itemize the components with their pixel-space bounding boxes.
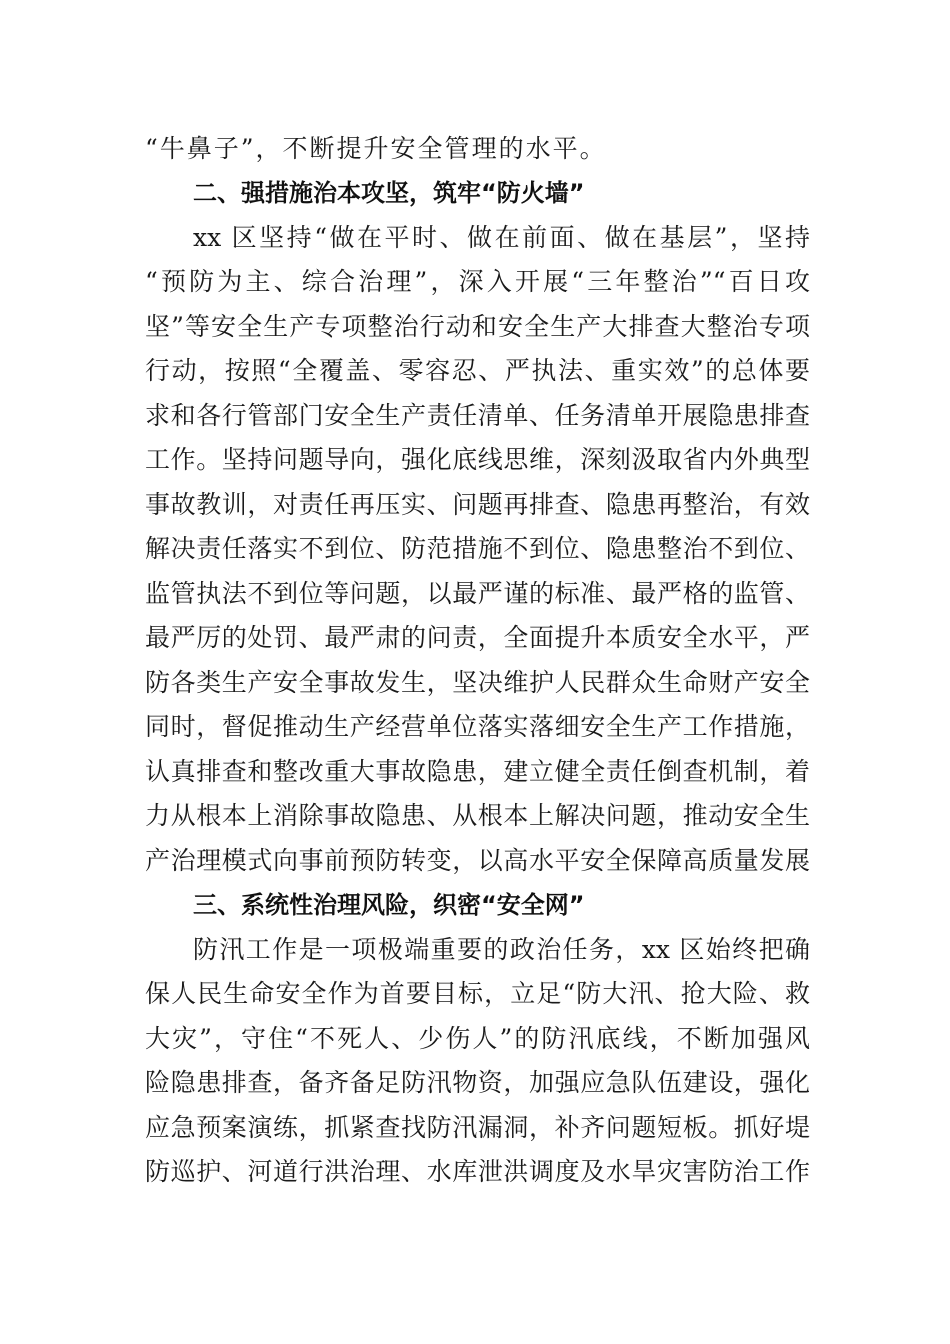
section-heading-3: 三、系统性治理风险，织密“安全网” [193, 891, 585, 919]
paragraph-line: 求和各行管部门安全生产责任清单、任务清单开展隐患排查 [145, 401, 810, 430]
paragraph-line: 大灾”，守住“不死人、少伤人”的防汛底线，不断加强风 [145, 1024, 810, 1053]
paragraph-line: xx 区坚持“做在平时、做在前面、做在基层”，坚持 [193, 223, 810, 252]
paragraph-line: “预防为主、综合治理”，深入开展“三年整治”“百日攻 [145, 267, 810, 296]
paragraph-line: 认真排查和整改重大事故隐患，建立健全责任倒查机制，着 [145, 757, 810, 786]
paragraph-line: 坚”等安全生产专项整治行动和安全生产大排查大整治专项 [145, 312, 810, 341]
paragraph-line: 工作。坚持问题导向，强化底线思维，深刻汲取省内外典型 [145, 445, 810, 474]
paragraph-line: 保人民生命安全作为首要目标，立足“防大汛、抢大险、救 [145, 979, 810, 1008]
paragraph-line: 同时，督促推动生产经营单位落实落细安全生产工作措施， [145, 712, 810, 741]
section-heading-2: 二、强措施治本攻坚，筑牢“防火墙” [193, 179, 585, 207]
paragraph-line: 防各类生产安全事故发生，坚决维护人民群众生命财产安全 [145, 668, 810, 697]
paragraph-line: 防汛工作是一项极端重要的政治任务，xx 区始终把确 [193, 935, 810, 964]
paragraph-line: “牛鼻子”，不断提升安全管理的水平。 [145, 134, 607, 163]
paragraph-line: 监管执法不到位等问题，以最严谨的标准、最严格的监管、 [145, 579, 810, 608]
paragraph-line: 应急预案演练，抓紧查找防汛漏洞，补齐问题短板。抓好堤 [145, 1113, 810, 1142]
paragraph-line: 最严厉的处罚、最严肃的问责，全面提升本质安全水平，严 [145, 623, 810, 652]
paragraph-line: 产治理模式向事前预防转变，以高水平安全保障高质量发展 [145, 846, 810, 875]
paragraph-line: 行动，按照“全覆盖、零容忍、严执法、重实效”的总体要 [145, 356, 810, 385]
paragraph-line: 力从根本上消除事故隐患、从根本上解决问题，推动安全生 [145, 801, 810, 830]
paragraph-line: 险隐患排查，备齐备足防汛物资，加强应急队伍建设，强化 [145, 1068, 810, 1097]
paragraph-line: 防巡护、河道行洪治理、水库泄洪调度及水旱灾害防治工作 [145, 1157, 810, 1186]
paragraph-line: 事故教训，对责任再压实、问题再排查、隐患再整治，有效 [145, 490, 810, 519]
paragraph-line: 解决责任落实不到位、防范措施不到位、隐患整治不到位、 [145, 534, 810, 563]
